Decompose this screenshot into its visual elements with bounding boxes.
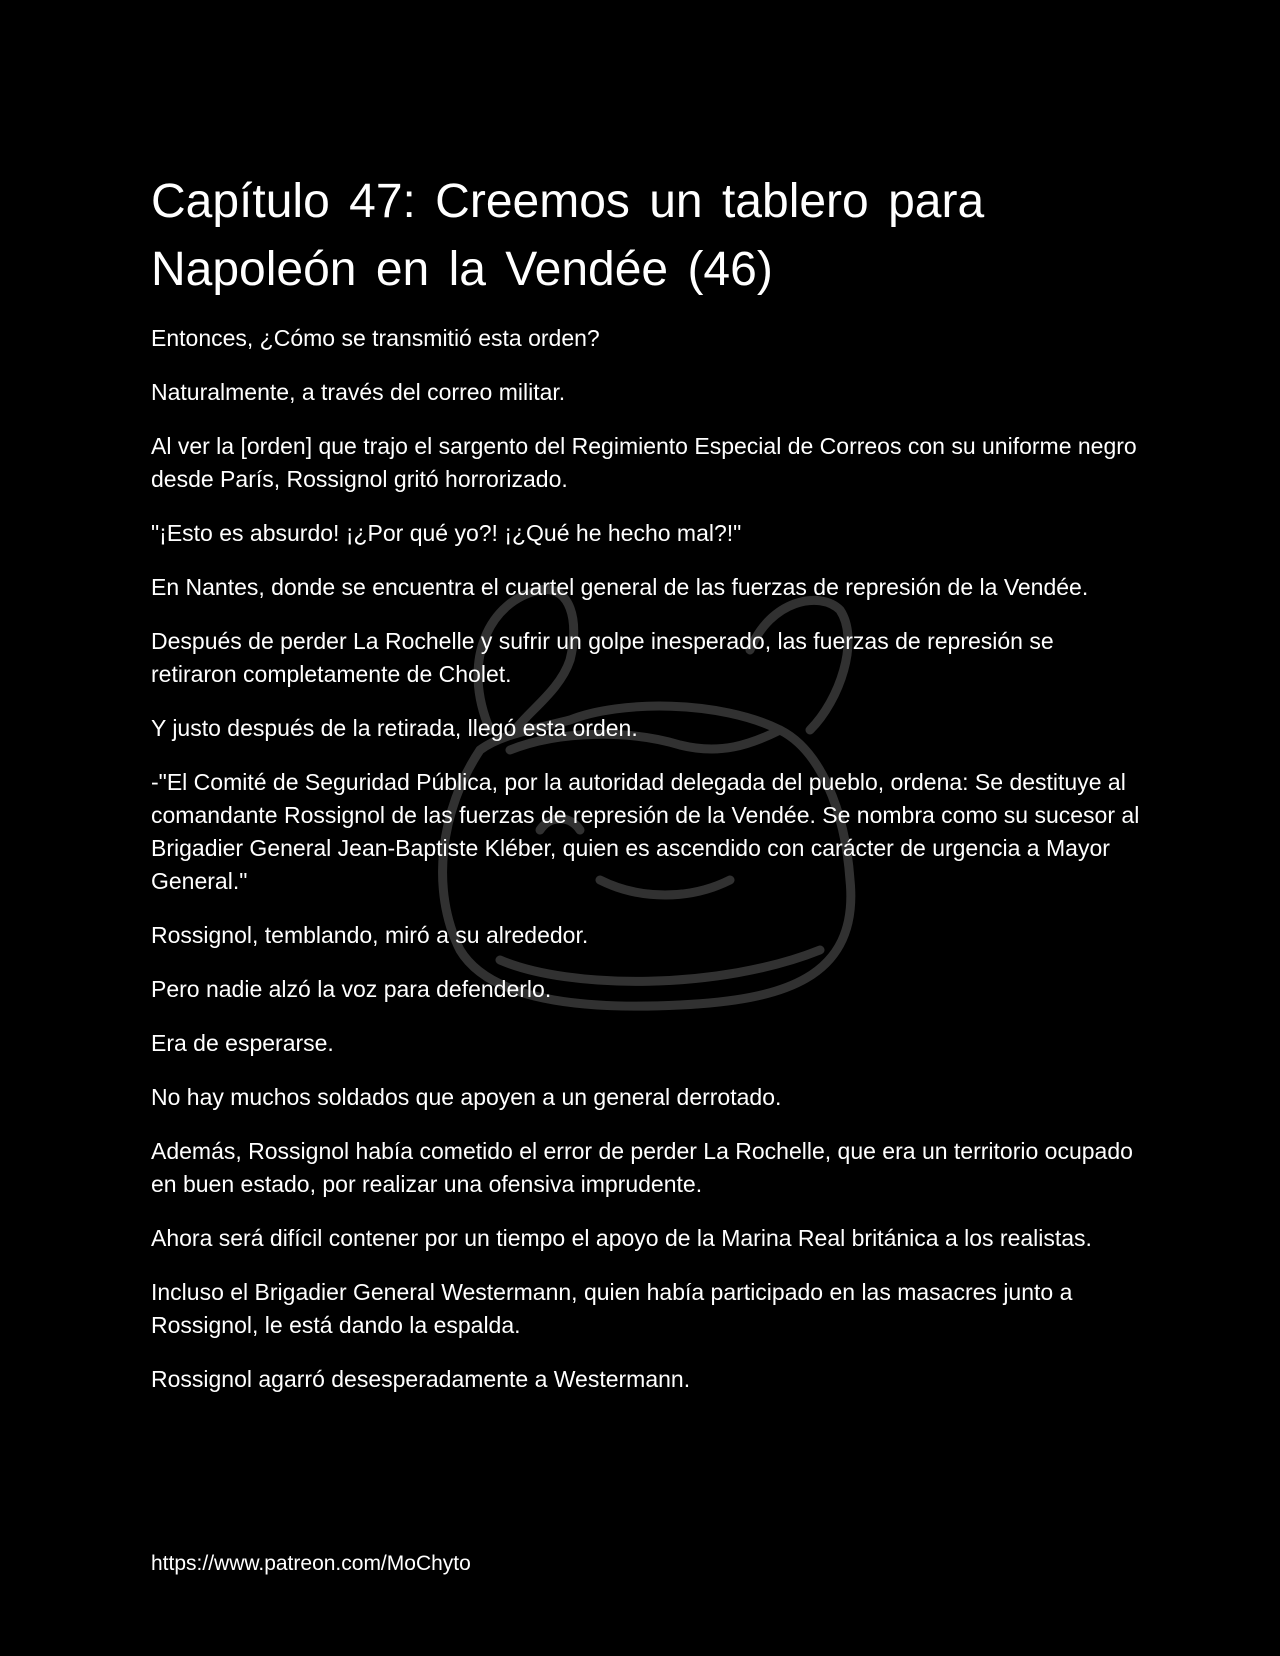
patreon-link[interactable]: https://www.patreon.com/MoChyto [151,1552,471,1575]
paragraph: Naturalmente, a través del correo militar. [151,379,566,405]
paragraph: Y justo después de la retirada, llegó esta orden. [151,715,638,741]
paragraph: "¡Esto es absurdo! ¡¿Por qué yo?! ¡¿Qué he hecho mal?!" [151,520,742,546]
paragraph: Después de perder La Rochelle y sufrir un golpe inesperado, las fuerzas de represión se retiraron completamente de Cholet. [151,628,1054,687]
paragraph: Rossignol, temblando, miró a su alrededor. [151,922,589,948]
paragraph: No hay muchos soldados que apoyen a un general derrotado. [151,1084,782,1110]
paragraph: En Nantes, donde se encuentra el cuartel general de las fuerzas de represión de la Vendée. [151,574,1089,600]
paragraph: Entonces, ¿Cómo se transmitió esta orden? [151,325,600,351]
paragraph: Era de esperarse. [151,1030,334,1056]
chapter-title [151,168,1141,304]
paragraph: Pero nadie alzó la voz para defenderlo. [151,976,552,1002]
chapter-content [151,168,1141,1417]
paragraph: Ahora será difícil contener por un tiempo el apoyo de la Marina Real británica a los realistas. [151,1225,1092,1251]
paragraph: -"El Comité de Seguridad Pública, por la autoridad delegada del pueblo, ordena: Se destituye al comandante Rossignol de las fuerzas de represión de la Vendée. Se nombra como su sucesor al Brigadier General Jean-Baptiste Kléber, quien es ascendido con carácter de urgencia a Mayor General." [151,769,1140,894]
paragraph: Incluso el Brigadier General Westermann, quien había participado en las masacres junto a Rossignol, le está dando la espalda. [151,1279,1073,1338]
chapter-title-line-2: Napoleón en la Vendée (46) [151,243,773,296]
paragraph: Rossignol agarró desesperadamente a Westermann. [151,1366,691,1392]
paragraph: Además, Rossignol había cometido el error de perder La Rochelle, que era un territorio ocupado en buen estado, por realizar una ofensiva imprudente. [151,1138,1133,1197]
paragraph: Al ver la [orden] que trajo el sargento del Regimiento Especial de Correos con su uniforme negro desde París, Rossignol gritó horrorizado. [151,433,1137,492]
chapter-title-line-1: Capítulo 47: Creemos un tablero para [151,175,985,228]
